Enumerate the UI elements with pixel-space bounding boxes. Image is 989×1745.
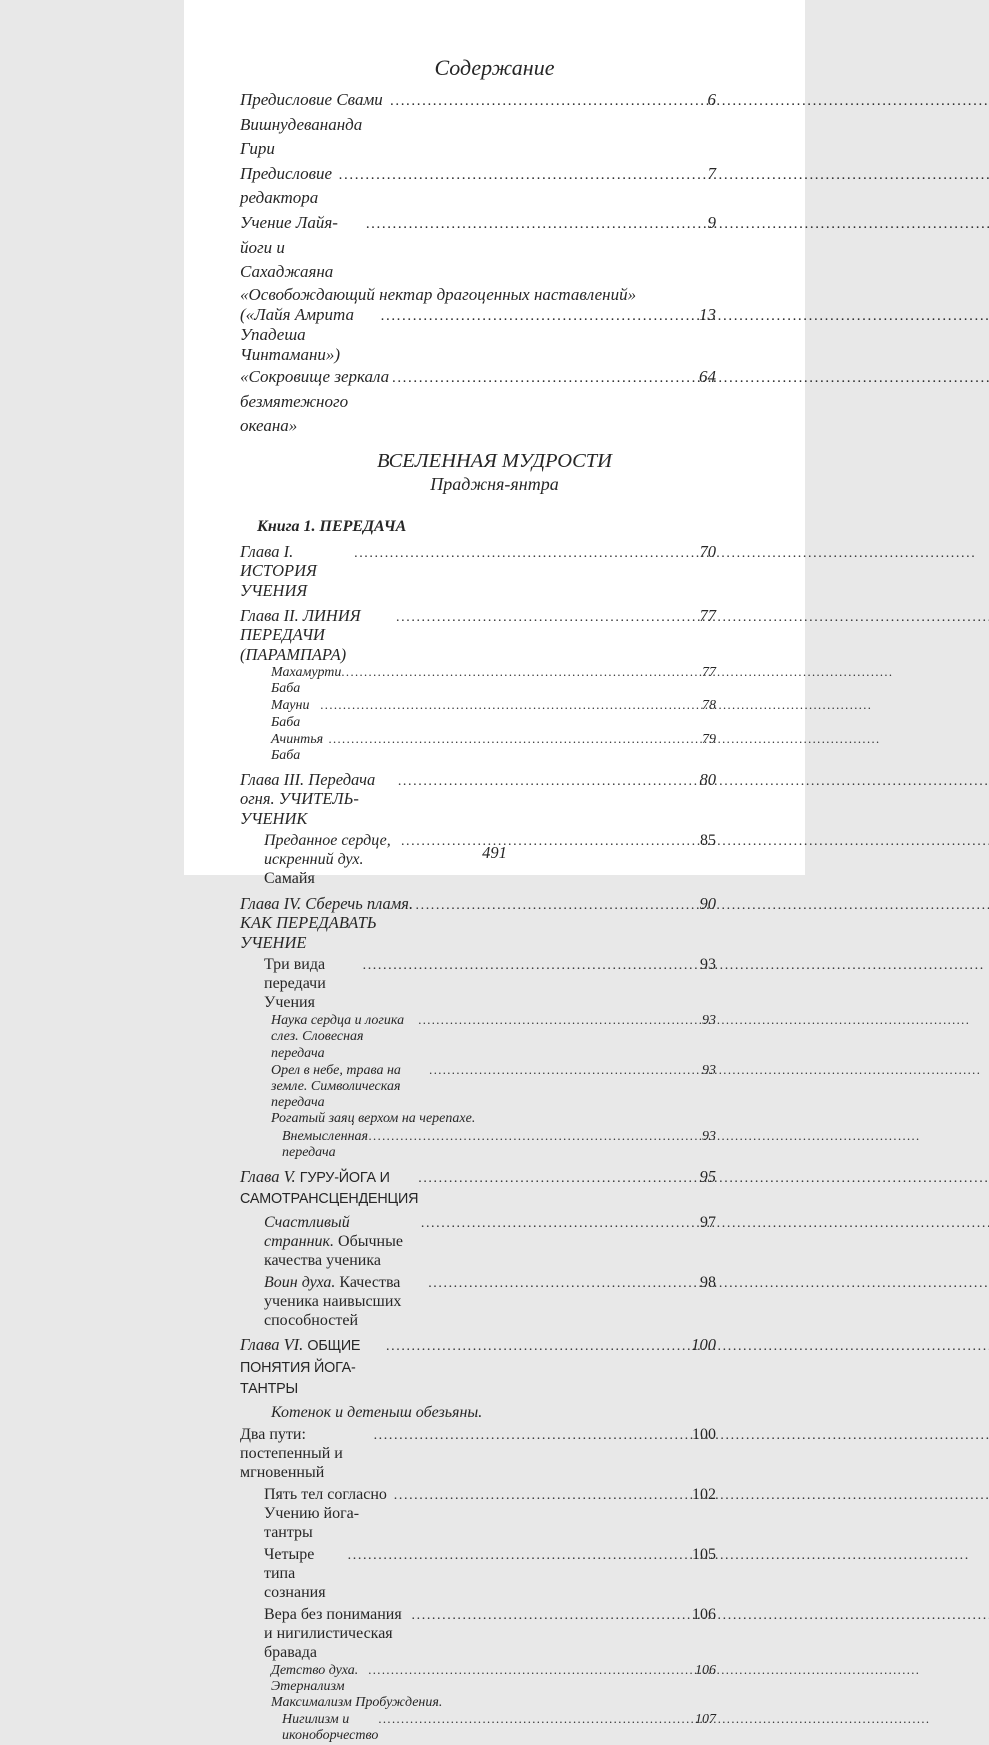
toc-entry (240, 894, 716, 953)
page-number: 93 (702, 1013, 716, 1029)
entry-text-segment: Рогатый заяц верхом на черепахе. (271, 1111, 476, 1127)
page-number: 80 (699, 769, 716, 789)
dot-leader (366, 211, 708, 237)
page-number: 90 (699, 893, 716, 913)
section-subtitle: Праджня-янтра (430, 474, 559, 495)
entry-text (271, 1403, 482, 1422)
toc-entry (240, 305, 716, 365)
toc-entry (240, 1425, 716, 1482)
entry-text (282, 1712, 378, 1744)
page-number: 100 (692, 1425, 716, 1443)
entry-text-segment: Махамурти Баба (271, 665, 342, 697)
dot-leader (396, 606, 699, 628)
toc-entry (240, 542, 716, 601)
toc-entry (240, 1485, 716, 1542)
dot-leader (341, 664, 702, 681)
toc-list (240, 542, 716, 1745)
toc-entry (240, 955, 716, 1012)
entry-text-segment: Глава II. ЛИНИЯ ПЕРЕДАЧИ (ПАРАМПАРА) (240, 605, 361, 664)
entry-text (282, 1129, 369, 1161)
entry-text (271, 698, 320, 730)
page-number: 77 (702, 665, 716, 681)
book-heading: Книга 1. ПЕРЕДАЧА (257, 518, 407, 536)
dot-leader (412, 1605, 692, 1625)
dot-leader (428, 1273, 700, 1293)
toc-entry (240, 1545, 716, 1602)
dot-leader (378, 1711, 695, 1728)
entry-text-segment: Глава V. (240, 1166, 300, 1186)
page-number: 64 (699, 367, 716, 387)
entry-text-segment: Обычные качества ученика (264, 1232, 403, 1269)
entry-text (264, 1273, 428, 1330)
entry-text-segment: Котенок и детеныш обезьяны. (271, 1403, 483, 1421)
dot-leader (320, 697, 702, 714)
dot-leader (390, 88, 708, 114)
entry-text (271, 732, 328, 764)
entry-text-segment: Глава I. ИСТОРИЯ УЧЕНИЯ (240, 541, 317, 600)
entry-text (240, 894, 416, 953)
toc-entry (240, 1111, 716, 1127)
entry-text-segment: Вера без понимания и нигилистическая бравада (264, 1605, 402, 1661)
entry-text (240, 606, 396, 665)
toc-entry (240, 606, 716, 665)
dot-leader (381, 305, 699, 326)
entry-text (240, 770, 398, 829)
dot-leader (418, 1012, 702, 1029)
page-number: 78 (702, 698, 716, 714)
page-number: 95 (699, 1166, 716, 1186)
entry-text-segment: Глава VI. (240, 1335, 308, 1355)
entry-text (240, 305, 381, 365)
dot-leader (421, 1213, 700, 1233)
page-number: 107 (695, 1712, 716, 1728)
entry-text-segment: Глава III. Передача огня. УЧИТЕЛЬ-УЧЕНИК (240, 769, 376, 828)
dot-leader (418, 1167, 699, 1189)
toc-entry (240, 1012, 716, 1062)
entry-text-segment: Максимализм Пробуждения. (271, 1694, 443, 1710)
toc-entry (240, 1128, 716, 1161)
section-heading (184, 450, 805, 495)
entry-text-segment: «Сокровище зеркала безмятежного океана» (240, 367, 390, 436)
toc-entry (240, 88, 716, 162)
entry-text (264, 1605, 412, 1662)
entry-text (240, 1335, 386, 1400)
dot-leader (328, 731, 702, 748)
entry-text-segment: Качества ученика наивысших способностей (264, 1273, 402, 1329)
entry-text-segment: Воин духа. (264, 1273, 340, 1291)
page-number: 77 (699, 605, 716, 625)
dot-leader (363, 955, 700, 975)
entry-text (240, 1425, 374, 1482)
entry-text-segment: ГУРУ-ЙОГА И САМОТРАНСЦЕНДЕНЦИЯ (240, 1169, 419, 1208)
entry-text-segment: Внемысленная передача (282, 1128, 369, 1160)
entry-text-segment: Учение Лайя-йоги и Сахаджаяна (240, 212, 338, 282)
page-number: 100 (691, 1335, 716, 1355)
entry-text-segment: Три вида передачи Учения (264, 956, 326, 1012)
page-number: 7 (707, 163, 716, 183)
entry-text (240, 365, 392, 439)
entry-text-segment: («Лайя Амрита Упадеша Чинтамани») (240, 305, 355, 365)
toc-entry (240, 1711, 716, 1744)
dot-leader (354, 542, 699, 564)
page-number: 13 (699, 305, 716, 325)
entry-text-segment: Два пути: постепенный и мгновенный (240, 1425, 343, 1481)
toc-entry (240, 1662, 716, 1695)
entry-text (240, 88, 390, 162)
entry-text-segment: Орел в небе, трава на земле. Символическая передача (271, 1062, 401, 1111)
page-title: Содержание (434, 55, 555, 80)
entry-text-segment: Нигилизм и иконоборчество (282, 1712, 379, 1744)
toc-entry (240, 1605, 716, 1662)
entry-text (271, 665, 341, 697)
toc-entry (240, 1335, 716, 1400)
page-number: 102 (692, 1485, 716, 1503)
entry-text-segment: Четыре типа сознания (264, 1545, 326, 1601)
dot-leader (368, 1662, 695, 1679)
entry-text (271, 1663, 368, 1695)
entry-text (264, 955, 363, 1012)
entry-text (240, 1167, 418, 1210)
toc-entry (240, 1213, 716, 1270)
toc-entry (240, 697, 716, 730)
entry-text (240, 542, 354, 601)
entry-text-segment: Глава IV. Сберечь пламя. КАК ПЕРЕДАВАТЬ УЧЕНИЕ (240, 893, 414, 952)
page-number: 106 (695, 1662, 716, 1678)
page-number: 70 (699, 541, 716, 561)
entry-text-segment: ОБЩИЕ ПОНЯТИЯ ЙОГА-ТАНТРЫ (240, 1338, 361, 1398)
toc-entry (240, 162, 716, 211)
toc-entry (240, 1403, 716, 1422)
entry-text-segment: Детство духа. Этернализм (271, 1662, 359, 1694)
toc-entry (240, 211, 716, 285)
dot-leader (398, 770, 700, 792)
dot-leader (369, 1128, 702, 1145)
toc-entry (240, 1273, 716, 1330)
entry-text (264, 1545, 348, 1602)
page-number: 98 (700, 1273, 716, 1291)
entry-text-segment: Преданное сердце, искренний дух. (264, 832, 391, 869)
entry-text-segment: Мауни Баба (271, 698, 310, 730)
page-number: 85 (700, 832, 716, 850)
dot-leader (416, 894, 700, 916)
front-matter-list (240, 88, 716, 439)
section-title: ВСЕЛЕННАЯ МУДРОСТИ (377, 450, 612, 473)
page-number: 79 (702, 731, 716, 747)
dot-leader (394, 1485, 692, 1505)
toc-entry (240, 770, 716, 829)
entry-text-segment: Наука сердца и логика слез. Словесная передача (271, 1013, 405, 1061)
dot-leader (392, 365, 699, 391)
toc-entry (240, 285, 716, 306)
entry-text-segment: «Освобождающий нектар драгоценных наставлений» (240, 284, 637, 304)
page-number: 97 (700, 1213, 716, 1231)
page-number: 9 (707, 212, 716, 232)
entry-text-segment: Самайя (264, 870, 315, 888)
toc-entry (240, 1167, 716, 1210)
entry-text (271, 1013, 418, 1062)
entry-text-segment: Пять тел согласно Учению йога-тантры (264, 1485, 387, 1541)
book-page (184, 0, 805, 1744)
page-number: 93 (700, 956, 716, 974)
dot-leader (339, 162, 708, 188)
dot-leader (348, 1545, 692, 1565)
entry-text-segment: Предисловие редактора (240, 163, 333, 208)
toc-entry (240, 1695, 716, 1711)
dot-leader (386, 1335, 691, 1357)
toc-entry (240, 1062, 716, 1112)
toc-entry (240, 731, 716, 764)
dot-leader (374, 1425, 692, 1445)
page-number: 93 (702, 1128, 716, 1144)
page-number: 105 (692, 1545, 716, 1563)
entry-text (240, 285, 636, 306)
folio-page-number: 491 (482, 843, 507, 862)
page-number: 6 (707, 90, 716, 109)
entry-text (240, 211, 366, 285)
entry-text (271, 1695, 442, 1711)
toc-entry (240, 365, 716, 439)
entry-text (264, 1213, 421, 1270)
entry-text (271, 1063, 429, 1112)
entry-text (271, 1111, 475, 1127)
dot-leader (429, 1062, 702, 1079)
entry-text-segment: Счастливый странник. (264, 1213, 350, 1250)
entry-text-segment: Ачинтья Баба (271, 731, 324, 764)
entry-text (264, 1485, 394, 1542)
page-number: 93 (702, 1062, 716, 1078)
entry-text (240, 162, 339, 211)
entry-text-segment: Предисловие Свами Вишнудевананда Гири (240, 90, 383, 159)
toc-entry (240, 664, 716, 697)
page-number: 106 (692, 1605, 716, 1623)
